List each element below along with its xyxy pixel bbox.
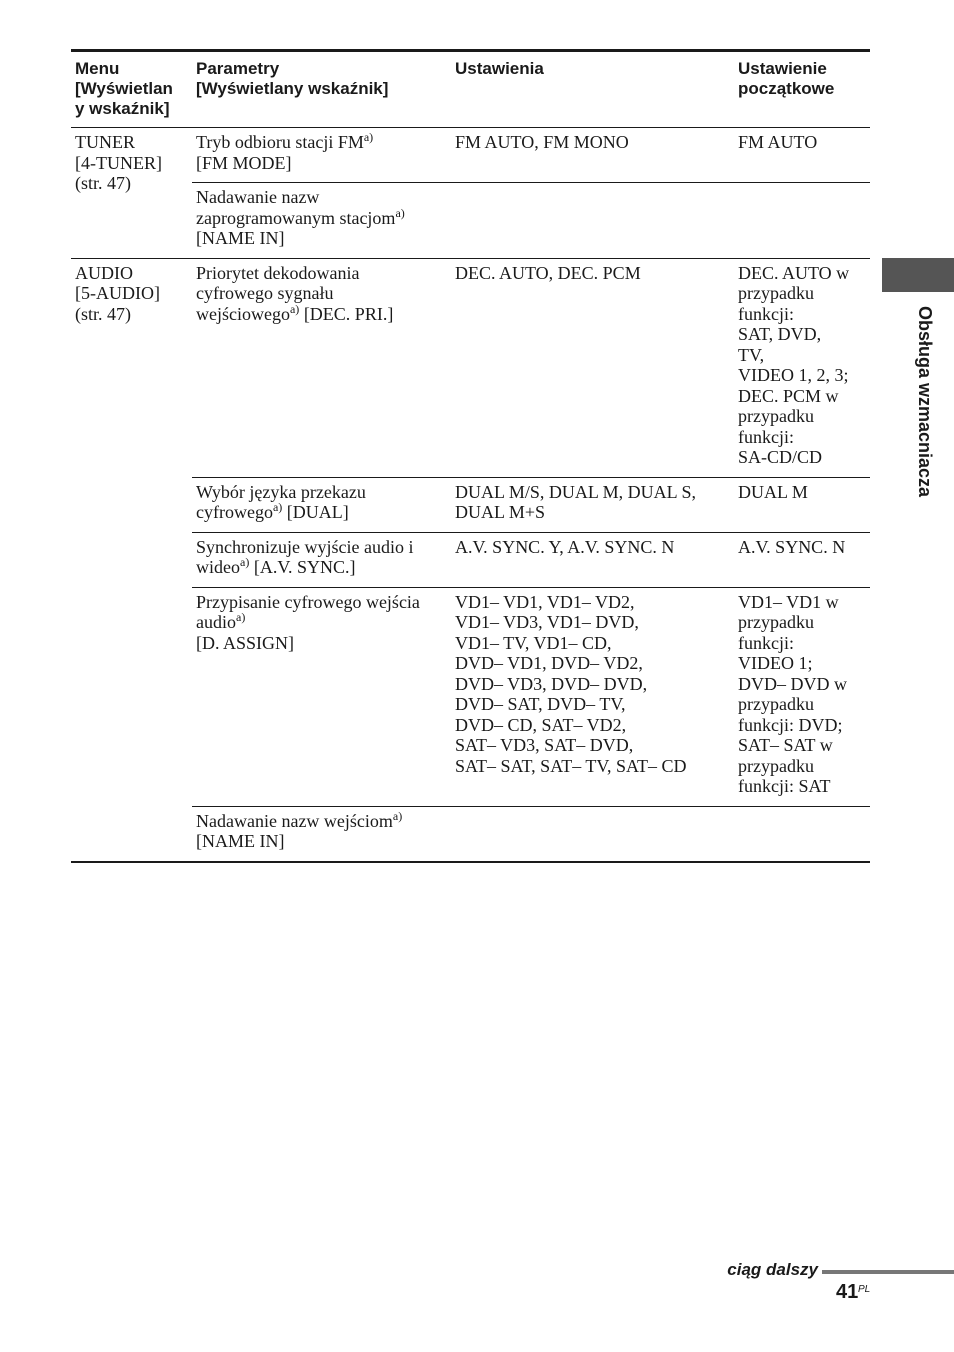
table-header-row	[71, 51, 870, 128]
footnote-marker: a)	[395, 205, 405, 220]
param-cell: Tryb odbioru stacji FM$^{a)}$ [FM MODE]	[192, 128, 451, 183]
default-cell: DEC. AUTO w przypadku funkcji: SAT, DVD, TV, VIDEO 1, 2, 3; DEC. PCM w przypadku funkcji: SA-CD/CD	[734, 258, 870, 477]
settings-cell: A.V. SYNC. Y, A.V. SYNC. N	[451, 532, 734, 587]
param-cell: Wybór języka przekazu cyfrowego$^{a)}$ [DUAL]	[192, 477, 451, 532]
default-cell: DUAL M	[734, 477, 870, 532]
table-row	[71, 258, 870, 477]
page-number: 41	[836, 1281, 859, 1303]
footnote-marker: a)	[392, 808, 403, 823]
settings-cell	[451, 806, 734, 862]
settings-cell: DUAL M/S, DUAL M, DUAL S, DUAL M+S	[451, 477, 734, 532]
param-cell: Przypisanie cyfrowego wejścia audio$^{a)}$ [D. ASSIGN]	[192, 587, 451, 806]
param-cell: Nadawanie nazw zaprogramowanym stacjom$^{a)}$ [NAME IN]	[192, 183, 451, 259]
default-cell: A.V. SYNC. N	[734, 532, 870, 587]
continued-label: ciąg dalszy	[727, 1260, 818, 1279]
header-params: Parametry [Wyświetlany wskaźnik]	[192, 51, 451, 128]
menu-cell-audio: AUDIO [5-AUDIO] (str. 47)	[71, 258, 192, 862]
default-cell	[734, 806, 870, 862]
continued-bar	[822, 1270, 954, 1274]
settings-cell	[451, 183, 734, 259]
settings-cell: DEC. AUTO, DEC. PCM	[451, 258, 734, 477]
param-cell: Synchronizuje wyjście audio i wideo$^{a)}$ [A.V. SYNC.]	[192, 532, 451, 587]
default-cell: VD1– VD1 w przypadku funkcji: VIDEO 1; DVD– DVD w przypadku funkcji: DVD; SAT– SAT w przypadku funkcji: SAT	[734, 587, 870, 806]
default-cell: FM AUTO	[734, 128, 870, 183]
footnote-marker: a)	[236, 610, 246, 624]
header-default: Ustawienie początkowe	[734, 51, 870, 128]
settings-cell: FM AUTO, FM MONO	[451, 128, 734, 183]
settings-cell: VD1– VD1, VD1– VD2, VD1– VD3, VD1– DVD, VD1– TV, VD1– CD, DVD– VD1, DVD– VD2, DVD– VD3, DVD– DVD, DVD– SAT, DVD– TV, DVD– CD, SAT– VD2, SAT– VD3, SAT– DVD, SAT– SAT, SAT– TV, SAT– CD	[451, 587, 734, 806]
page-language-code: PL	[858, 1284, 871, 1295]
footnote-marker: a)	[272, 500, 283, 514]
table-row	[71, 128, 870, 183]
param-cell: Nadawanie nazw wejściom$^{a)}$ [NAME IN]	[192, 806, 451, 862]
footnote-marker: a)	[289, 301, 300, 316]
default-cell	[734, 183, 870, 259]
section-tab-marker	[882, 258, 954, 292]
section-label: Obsługa wzmacniacza	[915, 306, 935, 498]
settings-table	[71, 49, 870, 863]
footnote-marker: a)	[363, 130, 374, 144]
footnote-marker: a)	[240, 555, 250, 569]
param-cell: Priorytet dekodowania cyfrowego sygnału wejściowego$^{a)}$ [DEC. PRI.]	[192, 258, 451, 477]
header-menu: Menu [Wyświetlan y wskaźnik]	[71, 51, 192, 128]
menu-cell-tuner: TUNER [4-TUNER] (str. 47)	[71, 128, 192, 259]
header-settings: Ustawienia	[451, 51, 734, 128]
